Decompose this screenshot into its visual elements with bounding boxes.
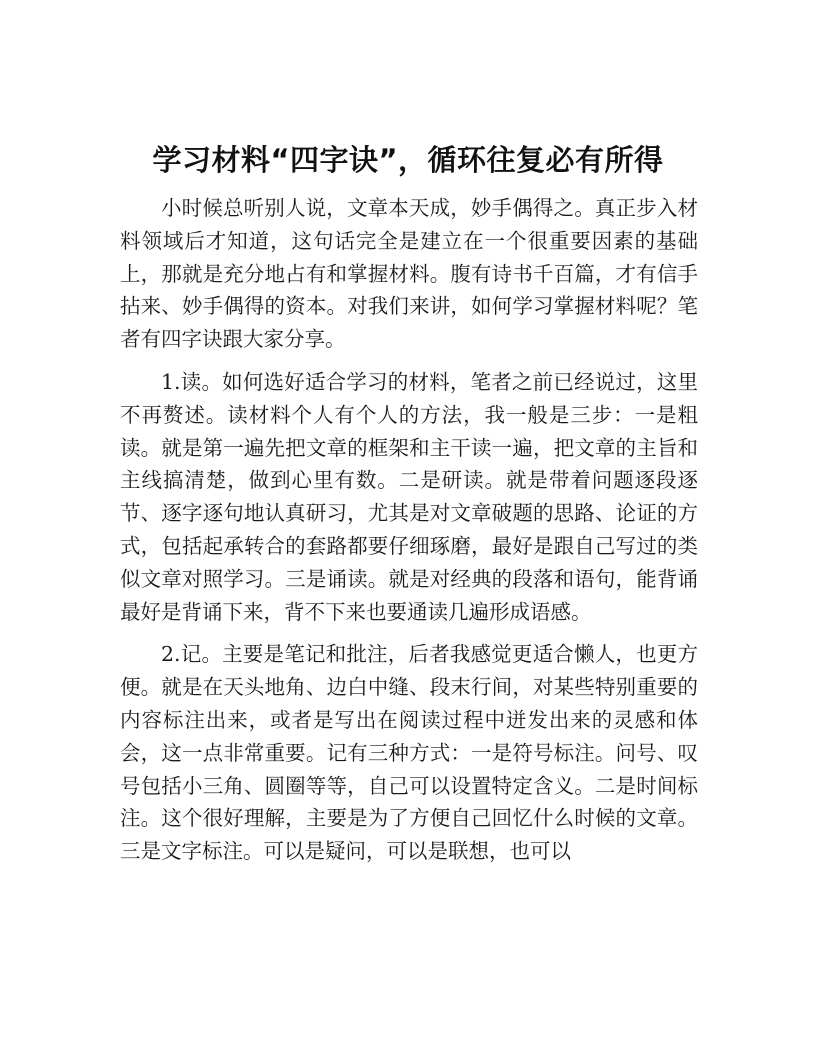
paragraph-note: 2.记。主要是笔记和批注，后者我感觉更适合懒人，也更方便。就是在天头地角、边白中缝、段末行间，对某些特别重要的内容标注出来，或者是写出在阅读过程中迸发出来的灵感和体会，这一点非常重要。记有三种方式：一是符号标注。问号、叹号包括小三角、圆圈等等，自己可以设置特定含义。二是时间标注。这个很好理解，主要是为了方便自己回忆什么时候的文章。三是文字标注。可以是疑问，可以是联想，也可以: [120, 642, 698, 864]
paragraph-read: 1.读。如何选好适合学习的材料，笔者之前已经说过，这里不再赘述。读材料个人有个人的方法，我一般是三步：一是粗读。就是第一遍先把文章的框架和主干读一遍，把文章的主旨和主线搞清楚，做到心里有数。二是研读。就是带着问题逐段逐节、逐字逐句地认真研习，尤其是对文章破题的思路、论证的方式，包括起承转合的套路都要仔细琢磨，最好是跟自己写过的类似文章对照学习。三是诵读。就是对经典的段落和语句，能背诵最好是背诵下来，背不下来也要通读几遍形成语感。: [120, 369, 698, 624]
document-title: 学习材料“四字诀”，循环往复必有所得: [152, 143, 664, 177]
paragraph-intro: 小时候总听别人说，文章本天成，妙手偶得之。真正步入材料领域后才知道，这句话完全是建立在一个很重要因素的基础上，那就是充分地占有和掌握材料。腹有诗书千百篇，才有信手拈来、妙手偶得的资本。对我们来讲，如何学习掌握材料呢？笔者有四字诀跟大家分享。: [120, 196, 698, 352]
document-body: [120, 192, 698, 878]
